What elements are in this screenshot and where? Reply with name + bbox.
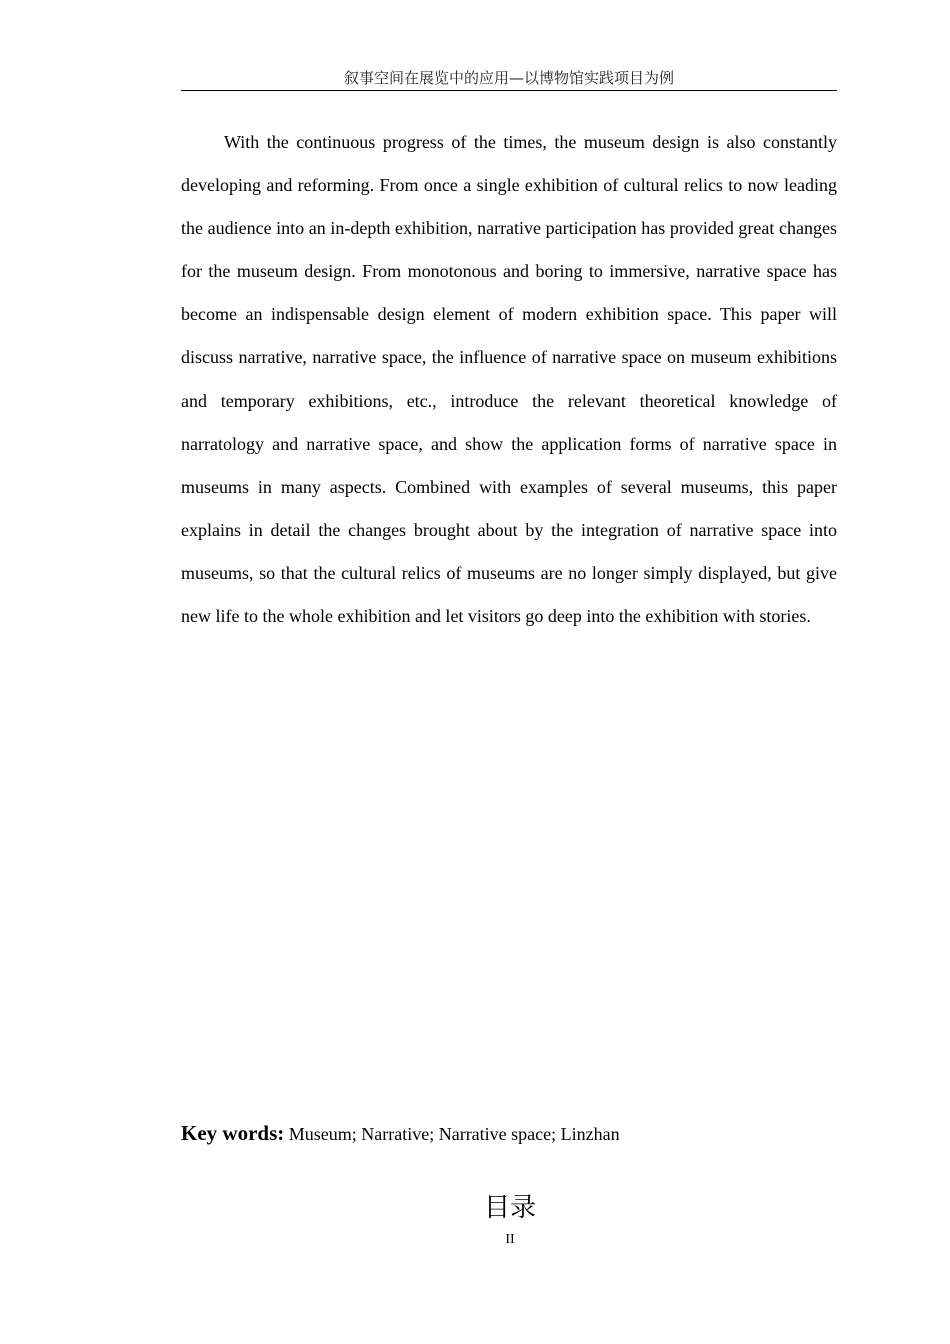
running-title: 叙事空间在展览中的应用—以博物馆实践项目为例 (343, 69, 674, 87)
keywords-line (181, 1118, 837, 1149)
page-header (181, 68, 837, 91)
abstract-paragraph: With the continuous progress of the times, the museum design is also constantly developing and reforming. From once a single exhibition of cultural relics to now leading the audience into an in-depth exhibition, narrative participation has provided great changes for the museum design. From monotonous and boring to immersive, narrative space has become an indispensable design element of modern exhibition space. This paper will discuss narrative, narrative space, the influence of narrative space on museum exhibitions and temporary exhibitions, etc., introduce the relevant theoretical knowledge of narratology and narrative space, and show the application forms of narrative space in museums in many aspects. Combined with examples of several museums, this paper explains in detail the changes brought about by the integration of narrative space into museums, so that the cultural relics of museums are no longer simply displayed, but give new life to the whole exhibition and let visitors go deep into the exhibition with stories. (181, 132, 837, 627)
keywords-value: Museum; Narrative; Narrative space; Linzhan (284, 1124, 620, 1144)
page-number: II (505, 1232, 515, 1247)
keywords-label: Key words: (181, 1121, 285, 1145)
toc-heading: 目录 (483, 1193, 536, 1223)
